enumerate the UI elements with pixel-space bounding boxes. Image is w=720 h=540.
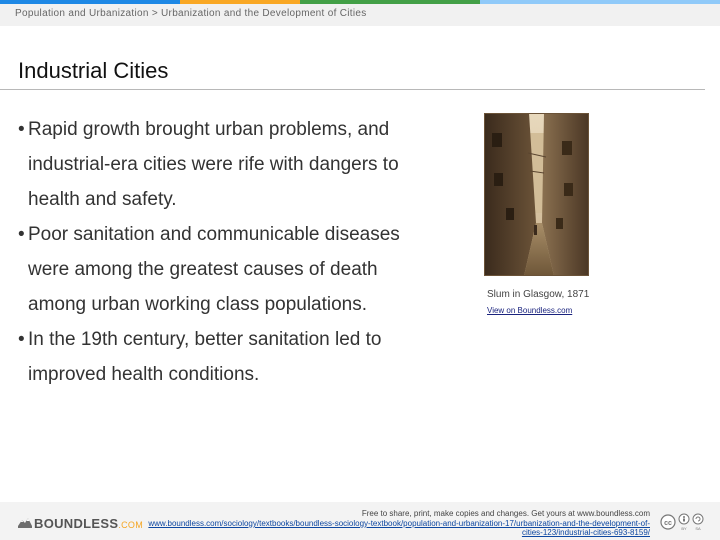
bullet-item xyxy=(18,322,458,392)
accent-stripe xyxy=(0,0,180,4)
view-on-boundless-link[interactable]: View on Boundless.com xyxy=(487,306,573,315)
sa-label: SA xyxy=(695,526,701,531)
wordmark-text: BOUNDLESS xyxy=(34,516,119,531)
bullet-item xyxy=(18,112,458,217)
bullet-line: • Poor sanitation and communicable diseases xyxy=(28,224,400,245)
source-url-link[interactable]: www.boundless.com/sociology/textbooks/boundless-sociology-textbook/population-and-urbanization-17/urbanization-and-the-development-of-cities-123/industrial-cities-693-8159/ xyxy=(148,519,650,537)
sa-icon xyxy=(693,514,703,531)
boundless-wordmark xyxy=(34,516,143,531)
breadcrumb: Population and Urbanization > Urbanization and the Development of Cities xyxy=(15,8,367,19)
boundless-logo-icon xyxy=(16,514,34,532)
cc-license-badge[interactable] xyxy=(660,513,708,531)
accent-stripe xyxy=(480,0,720,4)
by-icon xyxy=(679,514,689,531)
accent-stripe xyxy=(180,0,300,4)
bullet-line: • Rapid growth brought urban problems, and xyxy=(28,119,390,140)
bullet-line: were among the greatest causes of death xyxy=(28,259,378,280)
by-label: BY xyxy=(681,526,687,531)
wordmark-suffix: .COM xyxy=(118,520,144,530)
glasgow-slum-photo xyxy=(484,113,589,276)
bullet-list xyxy=(18,112,458,392)
bullet-line: • In the 19th century, better sanitation led to xyxy=(28,329,382,350)
license-notice: Free to share, print, make copies and changes. Get yours at www.boundless.com xyxy=(361,509,650,518)
bullet-item xyxy=(18,217,458,322)
bullet-line: improved health conditions. xyxy=(28,364,260,385)
accent-stripe xyxy=(300,0,480,4)
photo-image xyxy=(484,113,589,276)
cc-icon xyxy=(661,515,675,529)
bullet-line: health and safety. xyxy=(28,189,177,210)
slide-title: Industrial Cities xyxy=(18,58,169,83)
title-divider xyxy=(0,89,705,90)
header-bar xyxy=(0,0,720,26)
bullet-line: industrial-era cities were rife with dangers to xyxy=(28,154,399,175)
svg-text:cc: cc xyxy=(664,520,672,527)
photo-caption: Slum in Glasgow, 1871 xyxy=(487,289,590,300)
bullet-line: among urban working class populations. xyxy=(28,294,368,315)
